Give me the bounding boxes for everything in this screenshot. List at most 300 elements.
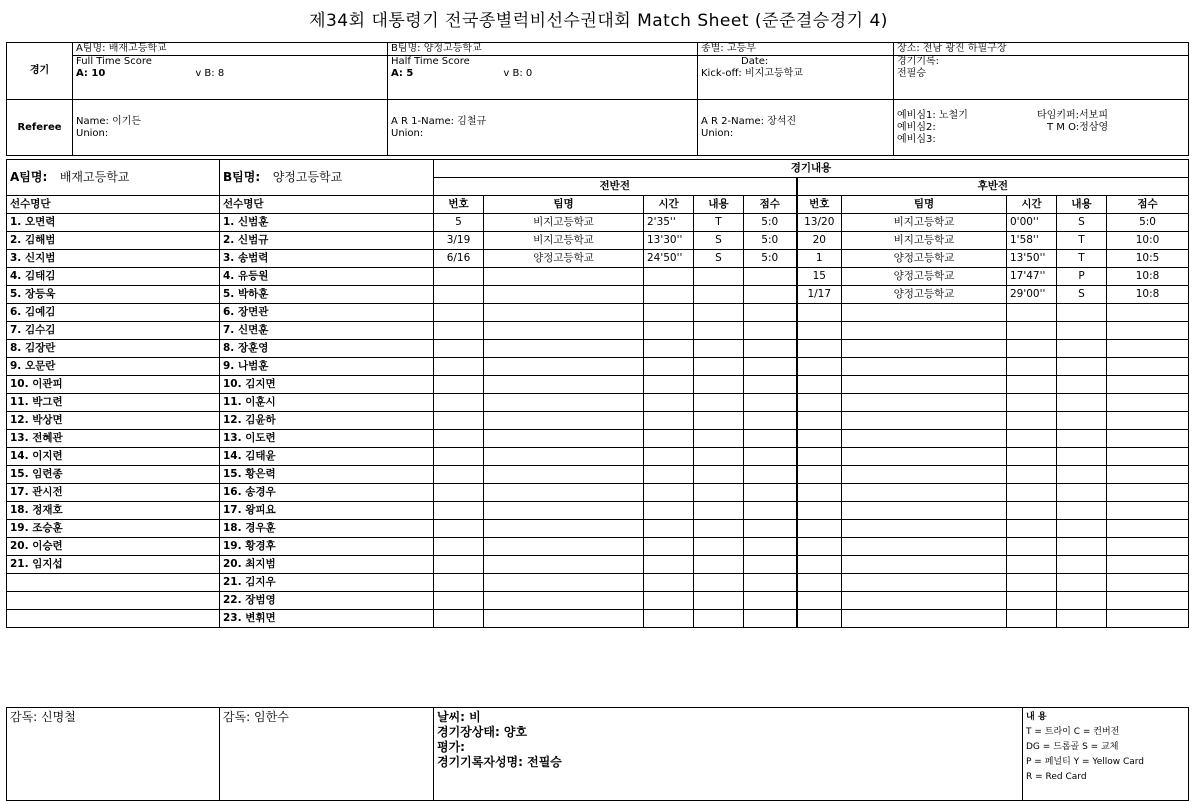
first-half-team — [484, 358, 644, 376]
referee-name: Name: 이기든 — [76, 115, 142, 127]
table-row — [7, 376, 1189, 394]
first-half-score — [744, 286, 797, 304]
first-half-team — [484, 286, 644, 304]
second-half-no — [797, 574, 842, 592]
first-half-team — [484, 574, 644, 592]
second-half-type — [1057, 448, 1107, 466]
roster-b-player: 3. 송범력 — [220, 250, 434, 268]
first-half-col-team: 팀명 — [484, 196, 644, 214]
first-half-type — [694, 448, 744, 466]
table-row — [7, 520, 1189, 538]
second-half-score — [1107, 592, 1189, 610]
second-half-header: 후반전 — [797, 178, 1189, 196]
second-half-type — [1057, 538, 1107, 556]
team-a-label: A팀명: — [10, 170, 48, 184]
fulltime-label: Full Time Score — [76, 56, 152, 67]
first-half-time — [644, 610, 694, 628]
first-half-type — [694, 484, 744, 502]
second-half-time — [1007, 430, 1057, 448]
ar2-union: Union: — [701, 127, 734, 139]
first-half-no — [434, 322, 484, 340]
roster-a-player: 18. 정재호 — [7, 502, 220, 520]
table-row — [7, 592, 1189, 610]
second-half-team — [842, 610, 1007, 628]
second-half-team: 양정고등학교 — [842, 286, 1007, 304]
second-half-team — [842, 412, 1007, 430]
second-half-score — [1107, 394, 1189, 412]
first-half-type — [694, 556, 744, 574]
second-half-score: 10:5 — [1107, 250, 1189, 268]
second-half-team: 비지고등학교 — [842, 214, 1007, 232]
first-half-time — [644, 574, 694, 592]
second-half-score — [1107, 502, 1189, 520]
fulltime-b: v B: 8 — [195, 68, 225, 79]
roster-b-player: 6. 장면관 — [220, 304, 434, 322]
second-half-no — [797, 448, 842, 466]
first-half-score — [744, 412, 797, 430]
second-half-score — [1107, 466, 1189, 484]
table-row — [7, 232, 1189, 250]
roster-b-player: 9. 나범훈 — [220, 358, 434, 376]
second-half-no: 1/17 — [797, 286, 842, 304]
second-half-team — [842, 322, 1007, 340]
first-half-score — [744, 322, 797, 340]
second-half-no — [797, 430, 842, 448]
second-half-type — [1057, 484, 1107, 502]
second-half-no: 13/20 — [797, 214, 842, 232]
ar2-name: A R 2-Name: 장석진 — [701, 115, 797, 127]
table-row — [7, 484, 1189, 502]
second-half-no — [797, 322, 842, 340]
second-half-no: 20 — [797, 232, 842, 250]
legend-cell — [1023, 708, 1189, 801]
team-b-label: B팀명: — [223, 170, 261, 184]
second-half-time — [1007, 466, 1057, 484]
referee-label: Referee — [7, 100, 73, 156]
first-half-time — [644, 556, 694, 574]
first-half-time — [644, 538, 694, 556]
roster-a-player: 5. 장등욱 — [7, 286, 220, 304]
table-row — [7, 214, 1189, 232]
first-half-type — [694, 394, 744, 412]
first-half-type — [694, 286, 744, 304]
roster-a-player: 20. 이승련 — [7, 538, 220, 556]
first-half-time — [644, 286, 694, 304]
legend-line-3: P = 페널티 Y = Yellow Card — [1026, 757, 1145, 767]
fulltime-a: A: 10 — [76, 68, 106, 79]
second-half-no: 1 — [797, 250, 842, 268]
first-half-score — [744, 340, 797, 358]
roster-b-player: 19. 황경후 — [220, 538, 434, 556]
first-half-no — [434, 376, 484, 394]
table-row — [7, 430, 1189, 448]
legend-line-1: T = 트라이 C = 컨버전 — [1026, 727, 1120, 737]
first-half-team — [484, 592, 644, 610]
second-half-no — [797, 358, 842, 376]
roster-b-player: 21. 김지우 — [220, 574, 434, 592]
referee-union: Union: — [76, 127, 109, 139]
second-half-type — [1057, 466, 1107, 484]
second-half-team — [842, 466, 1007, 484]
first-half-no — [434, 502, 484, 520]
ar2-cell — [698, 100, 894, 156]
first-half-score: 5:0 — [744, 232, 797, 250]
second-half-team — [842, 502, 1007, 520]
first-half-col-type: 내용 — [694, 196, 744, 214]
second-half-no: 15 — [797, 268, 842, 286]
roster-a-player: 10. 이관피 — [7, 376, 220, 394]
second-half-score: 10:8 — [1107, 286, 1189, 304]
roster-a-player: 14. 이지련 — [7, 448, 220, 466]
roster-b-player: 18. 경우훈 — [220, 520, 434, 538]
table-row — [7, 268, 1189, 286]
second-half-team: 비지고등학교 — [842, 232, 1007, 250]
roster-a-player: 8. 김장란 — [7, 340, 220, 358]
roster-b-player: 4. 유등원 — [220, 268, 434, 286]
first-half-time — [644, 502, 694, 520]
second-half-time — [1007, 448, 1057, 466]
roster-b-player: 11. 이훈시 — [220, 394, 434, 412]
first-half-score — [744, 502, 797, 520]
first-half-no — [434, 286, 484, 304]
roster-a-player — [7, 574, 220, 592]
first-half-type — [694, 304, 744, 322]
second-half-score — [1107, 430, 1189, 448]
first-half-time — [644, 466, 694, 484]
second-half-team: 양정고등학교 — [842, 250, 1007, 268]
record-label: 경기기록: — [897, 56, 940, 67]
second-half-score — [1107, 376, 1189, 394]
roster-a-header: 선수명단 — [7, 196, 220, 214]
first-half-no — [434, 574, 484, 592]
second-half-time — [1007, 556, 1057, 574]
first-half-team: 비지고등학교 — [484, 214, 644, 232]
first-half-team — [484, 610, 644, 628]
first-half-score — [744, 610, 797, 628]
second-half-type — [1057, 520, 1107, 538]
second-half-no — [797, 340, 842, 358]
table-row — [7, 322, 1189, 340]
legend-line-4: R = Red Card — [1026, 772, 1087, 782]
table-row — [7, 394, 1189, 412]
first-half-team — [484, 556, 644, 574]
second-half-team — [842, 484, 1007, 502]
roster-a-player: 13. 전혜관 — [7, 430, 220, 448]
second-half-time — [1007, 322, 1057, 340]
table-row — [7, 304, 1189, 322]
first-half-team: 양정고등학교 — [484, 250, 644, 268]
roster-a-player — [7, 592, 220, 610]
first-half-type — [694, 340, 744, 358]
second-half-time — [1007, 304, 1057, 322]
tmo: T M O:정삼영 — [1047, 121, 1109, 133]
second-half-score — [1107, 322, 1189, 340]
second-half-no — [797, 592, 842, 610]
roster-a-player: 7. 김수김 — [7, 322, 220, 340]
first-half-score — [744, 538, 797, 556]
first-half-no — [434, 358, 484, 376]
evaluation: 평가: — [437, 740, 465, 754]
first-half-time — [644, 376, 694, 394]
second-half-team — [842, 376, 1007, 394]
second-half-type — [1057, 502, 1107, 520]
second-half-team — [842, 574, 1007, 592]
second-half-score — [1107, 484, 1189, 502]
roster-b-player: 23. 변휘면 — [220, 610, 434, 628]
second-half-time — [1007, 574, 1057, 592]
kickoff: Kick-off: 비지고등학교 — [701, 68, 803, 79]
second-half-type — [1057, 322, 1107, 340]
second-half-team — [842, 592, 1007, 610]
roster-b-player: 5. 박하훈 — [220, 286, 434, 304]
table-row — [7, 610, 1189, 628]
legend-line-2: DG = 드롭골 S = 교체 — [1026, 742, 1119, 752]
fulltime-score — [73, 56, 388, 100]
date-label: Date: — [741, 56, 769, 67]
halftime-score — [388, 56, 698, 100]
table-row — [7, 286, 1189, 304]
first-half-team — [484, 520, 644, 538]
roster-a-player: 2. 김해범 — [7, 232, 220, 250]
first-half-type — [694, 358, 744, 376]
first-half-col-no: 번호 — [434, 196, 484, 214]
first-half-no — [434, 412, 484, 430]
second-half-team — [842, 358, 1007, 376]
roster-a-player: 21. 임지섭 — [7, 556, 220, 574]
field-condition: 경기장상태: 양호 — [437, 725, 528, 739]
first-half-type — [694, 412, 744, 430]
first-half-no — [434, 340, 484, 358]
match-content-header: 경기내용 — [434, 160, 1189, 178]
second-half-time — [1007, 340, 1057, 358]
first-half-type — [694, 520, 744, 538]
roster-b-player: 10. 김지면 — [220, 376, 434, 394]
venue: 장소: 전남 광진 하필구장 — [894, 43, 1189, 56]
first-half-header: 전반전 — [434, 178, 797, 196]
second-half-time — [1007, 484, 1057, 502]
roster-a-player: 19. 조승훈 — [7, 520, 220, 538]
second-half-type — [1057, 592, 1107, 610]
second-half-team — [842, 430, 1007, 448]
roster-a-player: 4. 김태김 — [7, 268, 220, 286]
second-half-type — [1057, 358, 1107, 376]
second-half-score: 5:0 — [1107, 214, 1189, 232]
first-half-time — [644, 304, 694, 322]
second-half-score — [1107, 574, 1189, 592]
ar1-union: Union: — [391, 127, 424, 139]
second-half-type — [1057, 574, 1107, 592]
roster-b-player: 22. 장범영 — [220, 592, 434, 610]
first-half-time: 13'30'' — [644, 232, 694, 250]
first-half-score: 5:0 — [744, 214, 797, 232]
officials-cell — [894, 100, 1189, 156]
first-half-team — [484, 376, 644, 394]
second-half-no — [797, 394, 842, 412]
second-half-score — [1107, 556, 1189, 574]
second-half-team — [842, 340, 1007, 358]
second-half-score — [1107, 520, 1189, 538]
first-half-time — [644, 322, 694, 340]
second-half-type — [1057, 340, 1107, 358]
second-half-team — [842, 520, 1007, 538]
first-half-score — [744, 520, 797, 538]
table-row — [7, 502, 1189, 520]
roster-match-table — [6, 159, 1189, 628]
first-half-team: 비지고등학교 — [484, 232, 644, 250]
second-half-score — [1107, 412, 1189, 430]
first-half-no — [434, 484, 484, 502]
first-half-type: S — [694, 232, 744, 250]
second-half-col-type: 내용 — [1057, 196, 1107, 214]
first-half-time — [644, 520, 694, 538]
second-half-time: 29'00'' — [1007, 286, 1057, 304]
first-half-time — [644, 412, 694, 430]
roster-b-player: 2. 신범규 — [220, 232, 434, 250]
footer-table — [6, 707, 1189, 801]
roster-a-player: 15. 임련종 — [7, 466, 220, 484]
reserve-1: 예비심1: 노철기 — [897, 109, 968, 121]
roster-b-player: 20. 최지범 — [220, 556, 434, 574]
reserve-2: 예비심2: — [897, 121, 936, 133]
second-half-team — [842, 538, 1007, 556]
roster-b-player: 7. 신면훈 — [220, 322, 434, 340]
first-half-time: 24'50'' — [644, 250, 694, 268]
reserve-3: 예비심3: — [897, 133, 936, 145]
first-half-team — [484, 448, 644, 466]
roster-b-player: 16. 송경우 — [220, 484, 434, 502]
first-half-team — [484, 340, 644, 358]
first-half-score — [744, 394, 797, 412]
roster-b-player: 12. 김윤하 — [220, 412, 434, 430]
second-half-time — [1007, 412, 1057, 430]
second-half-time — [1007, 538, 1057, 556]
first-half-score — [744, 430, 797, 448]
roster-a-player: 17. 관시전 — [7, 484, 220, 502]
first-half-team — [484, 322, 644, 340]
second-half-score — [1107, 538, 1189, 556]
match-info-table — [6, 42, 1189, 156]
first-half-team — [484, 502, 644, 520]
first-half-type: S — [694, 250, 744, 268]
second-half-type: S — [1057, 214, 1107, 232]
first-half-time — [644, 448, 694, 466]
record-cell — [894, 56, 1189, 100]
date-kickoff — [698, 56, 894, 100]
first-half-no — [434, 610, 484, 628]
first-half-team — [484, 484, 644, 502]
second-half-col-score: 점수 — [1107, 196, 1189, 214]
second-half-time — [1007, 502, 1057, 520]
first-half-team — [484, 466, 644, 484]
roster-b-player: 14. 김태윤 — [220, 448, 434, 466]
second-half-no — [797, 466, 842, 484]
first-half-score: 5:0 — [744, 250, 797, 268]
first-half-no — [434, 556, 484, 574]
first-half-type — [694, 376, 744, 394]
first-half-no — [434, 448, 484, 466]
second-half-no — [797, 376, 842, 394]
first-half-no — [434, 538, 484, 556]
second-half-type — [1057, 412, 1107, 430]
first-half-col-score: 점수 — [744, 196, 797, 214]
first-half-type — [694, 610, 744, 628]
first-half-time — [644, 430, 694, 448]
second-half-time: 1'58'' — [1007, 232, 1057, 250]
second-half-col-team: 팀명 — [842, 196, 1007, 214]
first-half-type — [694, 592, 744, 610]
ar1-name: A R 1-Name: 김철규 — [391, 115, 487, 127]
first-half-time — [644, 340, 694, 358]
legend-title: 내 용 — [1026, 712, 1047, 722]
recorder-name: 경기기록자성명: 전필승 — [437, 755, 562, 769]
roster-a-player: 9. 오문란 — [7, 358, 220, 376]
second-half-type: S — [1057, 286, 1107, 304]
table-row — [7, 358, 1189, 376]
halftime-a: A: 5 — [391, 68, 414, 79]
second-half-time: 0'00'' — [1007, 214, 1057, 232]
second-half-score — [1107, 448, 1189, 466]
second-half-time — [1007, 610, 1057, 628]
first-half-type — [694, 502, 744, 520]
recorder: 전필승 — [897, 68, 926, 79]
second-half-type — [1057, 556, 1107, 574]
second-half-time — [1007, 358, 1057, 376]
first-half-time: 2'35'' — [644, 214, 694, 232]
second-half-no — [797, 520, 842, 538]
coach-a: 감독: 신명철 — [7, 708, 220, 801]
second-half-type — [1057, 610, 1107, 628]
table-row — [7, 250, 1189, 268]
second-half-time — [1007, 520, 1057, 538]
first-half-no — [434, 268, 484, 286]
table-row — [7, 448, 1189, 466]
second-half-no — [797, 502, 842, 520]
first-half-type — [694, 466, 744, 484]
roster-b-player: 15. 황은력 — [220, 466, 434, 484]
second-half-score — [1107, 610, 1189, 628]
first-half-score — [744, 466, 797, 484]
roster-b-header: 선수명단 — [220, 196, 434, 214]
first-half-no — [434, 394, 484, 412]
second-half-score: 10:8 — [1107, 268, 1189, 286]
table-row — [7, 574, 1189, 592]
second-half-col-no: 번호 — [797, 196, 842, 214]
halftime-label: Half Time Score — [391, 56, 470, 67]
second-half-team — [842, 394, 1007, 412]
roster-a-player: 6. 김예김 — [7, 304, 220, 322]
first-half-time — [644, 358, 694, 376]
first-half-team — [484, 430, 644, 448]
first-half-no: 3/19 — [434, 232, 484, 250]
second-half-score — [1107, 358, 1189, 376]
first-half-no — [434, 592, 484, 610]
second-half-team: 양정고등학교 — [842, 268, 1007, 286]
team-a-title: 배재고등학교 — [59, 170, 130, 184]
table-row — [7, 556, 1189, 574]
first-half-time — [644, 484, 694, 502]
first-half-score — [744, 304, 797, 322]
roster-a-player: 3. 신지범 — [7, 250, 220, 268]
second-half-no — [797, 304, 842, 322]
first-half-type — [694, 538, 744, 556]
first-half-score — [744, 448, 797, 466]
first-half-score — [744, 268, 797, 286]
second-half-no — [797, 556, 842, 574]
second-half-type — [1057, 376, 1107, 394]
team-a-name: A팀명: 배재고등학교 — [73, 43, 388, 56]
referee-cell — [73, 100, 388, 156]
second-half-team — [842, 556, 1007, 574]
